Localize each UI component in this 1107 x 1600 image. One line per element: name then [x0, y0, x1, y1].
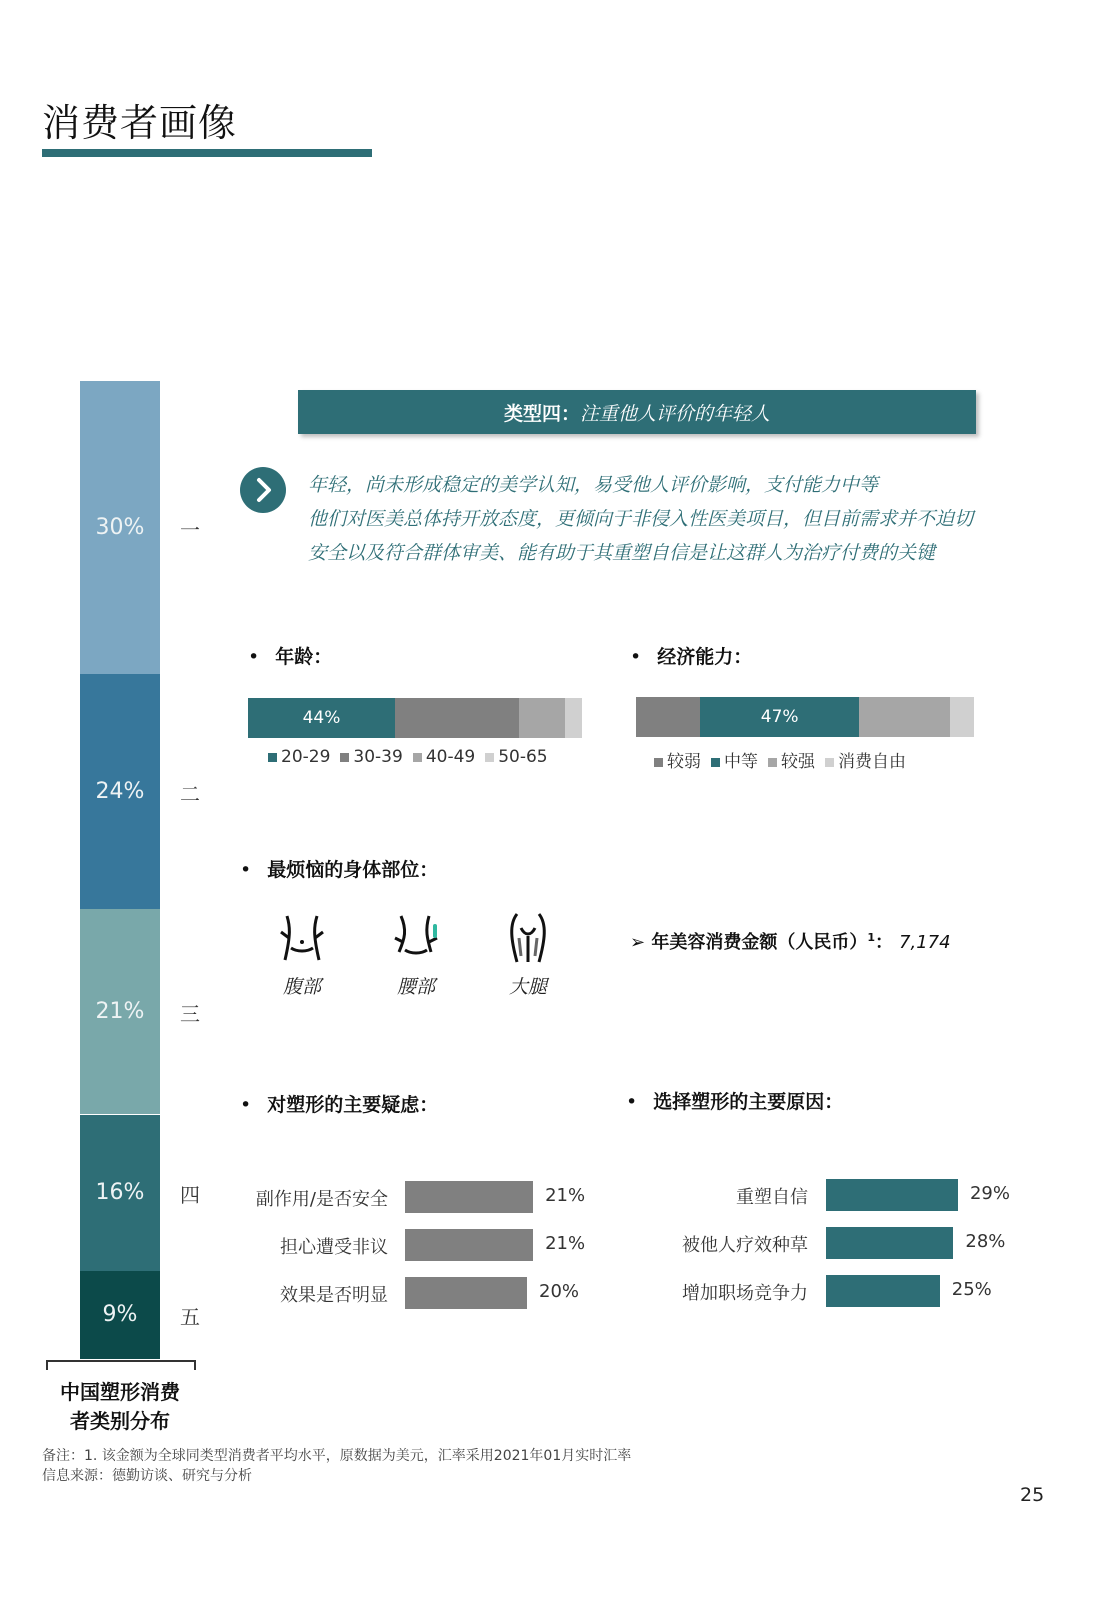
- legend-item: [413, 747, 475, 767]
- legend-label: 消费自由: [838, 752, 906, 772]
- stacked-bar-segment: [519, 698, 566, 738]
- distribution-segment: 16%: [80, 1115, 160, 1271]
- bar: [826, 1227, 953, 1259]
- body-parts-heading: • 最烦恼的身体部位：: [240, 859, 439, 881]
- distribution-numeral: 五: [180, 1304, 200, 1329]
- spend-colon: ：: [875, 932, 894, 953]
- legend-swatch: [340, 753, 349, 762]
- bar-category-label: 被他人疗效种草: [682, 1235, 808, 1256]
- type-prefix: 类型四：: [503, 402, 580, 425]
- legend-swatch: [413, 753, 422, 762]
- spend-value: 7,174: [899, 932, 951, 953]
- stacked-bar-segment: [565, 698, 582, 738]
- bar-value-label: 20%: [539, 1281, 580, 1302]
- legend-item: [711, 747, 758, 772]
- spend-arrow-icon: ➢: [630, 932, 646, 953]
- bar-category-label: 重塑自信: [736, 1187, 808, 1208]
- distribution-numeral: 三: [180, 1001, 200, 1026]
- annual-spend: [630, 928, 951, 954]
- age-legend: [268, 747, 548, 767]
- caption-line-1: 中国塑形消费: [60, 1380, 180, 1404]
- legend-label: 较强: [781, 752, 815, 772]
- legend-item: [268, 747, 330, 767]
- legend-label: 30-39: [353, 747, 403, 767]
- distribution-segment: 9%: [80, 1271, 160, 1359]
- bar-category-label: 副作用/是否安全: [255, 1189, 388, 1210]
- type-banner: [298, 390, 976, 434]
- type-name: 注重他人评价的年轻人: [580, 402, 771, 425]
- legend-item: [825, 747, 906, 772]
- body-part-abdomen: [262, 912, 342, 999]
- bar-category-label: 增加职场竞争力: [682, 1283, 808, 1304]
- body-part-label: 腰部: [396, 976, 435, 998]
- page-number: 25: [1020, 1484, 1045, 1506]
- distribution-numeral: 一: [180, 517, 200, 542]
- page-title: 消费者画像: [42, 101, 238, 145]
- bar: [405, 1181, 533, 1213]
- age-stacked-bar: [248, 698, 582, 738]
- spend-footnote-ref: 1: [867, 931, 876, 944]
- footnote-note: 备注：1. 该金额为全球同类型消费者平均水平，原数据为美元，汇率采用2021年01月实时汇率: [42, 1448, 632, 1464]
- bar-value-label: 29%: [969, 1183, 1010, 1204]
- waist-icon: [391, 912, 441, 964]
- stacked-bar-segment: [859, 697, 950, 737]
- footnote-source: 信息来源：德勤访谈、研究与分析: [42, 1468, 252, 1484]
- stacked-bar-segment: 47%: [700, 697, 859, 737]
- caption-line-2: 者类别分布: [70, 1409, 170, 1433]
- economic-stacked-bar: [636, 697, 974, 737]
- bar-value-label: 28%: [965, 1231, 1006, 1252]
- distribution-segment: 30%: [80, 381, 160, 674]
- legend-swatch: [768, 758, 777, 767]
- bar: [405, 1229, 533, 1261]
- body-part-label: 腹部: [282, 976, 321, 998]
- distribution-segment: 21%: [80, 909, 160, 1114]
- legend-swatch: [485, 753, 494, 762]
- body-part-thigh: [488, 912, 568, 999]
- age-heading: • 年龄：: [248, 646, 333, 668]
- legend-label: 较弱: [667, 752, 701, 772]
- bar: [826, 1179, 958, 1211]
- legend-item: [654, 747, 701, 772]
- legend-swatch: [825, 758, 834, 767]
- legend-item: [340, 747, 402, 767]
- body-part-label: 大腿: [508, 976, 547, 998]
- legend-swatch: [711, 758, 720, 767]
- bar-value-label: 21%: [545, 1185, 586, 1206]
- bar: [826, 1275, 940, 1307]
- legend-label: 中等: [724, 752, 758, 772]
- distribution-numeral: 四: [180, 1182, 200, 1207]
- distribution-numeral: 二: [180, 781, 200, 806]
- bar-category-label: 效果是否明显: [280, 1285, 388, 1306]
- spend-label: 年美容消费金额（人民币）: [651, 932, 868, 953]
- abdomen-icon: [277, 912, 327, 964]
- stacked-bar-segment: [636, 697, 700, 737]
- concerns-heading: • 对塑形的主要疑虑：: [240, 1094, 439, 1116]
- stacked-bar-segment: [950, 697, 974, 737]
- legend-label: 50-65: [498, 747, 548, 767]
- summary-line: 安全以及符合群体审美、能有助于其重塑自信是让这群人为治疗付费的关键: [308, 542, 936, 564]
- bar: [405, 1277, 527, 1309]
- bar-value-label: 21%: [545, 1233, 586, 1254]
- chevron-right-icon: [240, 467, 286, 513]
- legend-label: 20-29: [281, 747, 331, 767]
- reasons-heading: • 选择塑形的主要原因：: [626, 1091, 844, 1113]
- legend-item: [768, 747, 815, 772]
- body-part-waist: [376, 912, 456, 999]
- distribution-bracket: [46, 1360, 196, 1370]
- legend-swatch: [654, 758, 663, 767]
- bar-value-label: 25%: [951, 1279, 992, 1300]
- title-underline: [42, 149, 372, 157]
- footnote: [42, 1446, 631, 1486]
- stacked-bar-segment: 44%: [248, 698, 395, 738]
- stacked-bar-segment: [395, 698, 519, 738]
- economic-legend: [654, 747, 906, 772]
- economic-heading: • 经济能力：: [630, 646, 753, 668]
- summary-line: 年轻，尚未形成稳定的美学认知，易受他人评价影响，支付能力中等: [308, 474, 879, 496]
- legend-swatch: [268, 753, 277, 762]
- distribution-caption: [40, 1378, 200, 1436]
- thigh-icon: [503, 912, 553, 964]
- bar-category-label: 担心遭受非议: [280, 1237, 388, 1258]
- summary-line: 他们对医美总体持开放态度，更倾向于非侵入性医美项目，但目前需求并不迫切: [308, 508, 974, 530]
- legend-item: [485, 747, 547, 767]
- distribution-segment: 24%: [80, 674, 160, 909]
- summary-text: [308, 470, 1008, 572]
- legend-label: 40-49: [425, 747, 476, 767]
